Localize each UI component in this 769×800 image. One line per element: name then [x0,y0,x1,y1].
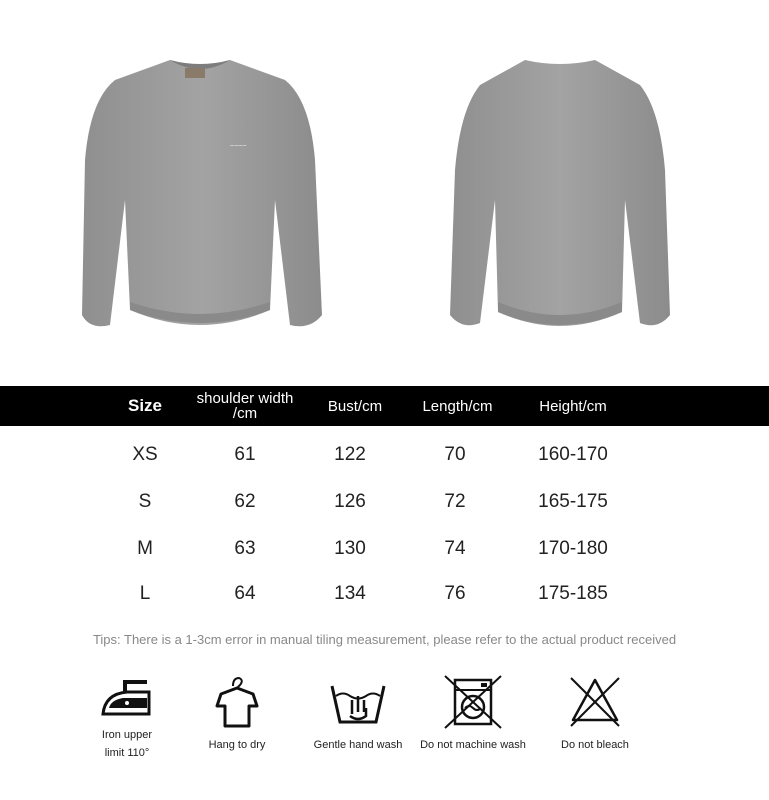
header-height: Height/cm [539,398,607,415]
cell-shoulder: 62 [234,491,256,512]
care-label: Iron upper [101,729,153,741]
cell-height: 170-180 [538,538,608,559]
svg-text:~~~~: ~~~~ [230,143,247,150]
care-hand-wash [303,672,413,782]
cell-length: 70 [444,444,466,465]
cell-length: 74 [444,538,466,559]
header-bust: Bust/cm [327,398,383,415]
header-shoulder-width: shoulder width /cm [196,390,294,422]
cell-size: M [137,538,153,559]
measurement-tips: Tips: There is a 1-3cm error in manual tiling measurement, please refer to the actual product received [92,632,677,647]
table-row [0,444,769,484]
cell-size: XS [132,444,158,465]
care-label: Do not bleach [561,739,629,751]
table-row [0,583,769,623]
care-label: Do not machine wash [420,739,526,751]
cell-bust: 134 [334,583,366,604]
table-row [0,491,769,531]
header-size: Size [127,396,163,415]
size-table-header [0,386,769,426]
care-label: Hang to dry [208,739,266,751]
cell-length: 76 [444,583,466,604]
cell-bust: 126 [334,491,366,512]
hanger-shirt-icon [207,672,267,732]
cell-height: 175-185 [538,583,608,604]
cell-bust: 130 [334,538,366,559]
cell-size: L [139,583,151,604]
cell-shoulder: 64 [234,583,256,604]
cell-length: 72 [444,491,466,512]
cell-shoulder: 61 [234,444,256,465]
cell-height: 165-175 [538,491,608,512]
care-hang-dry [182,672,292,782]
sweatshirt-back-image [430,40,690,340]
cell-height: 160-170 [538,444,608,465]
no-bleach-icon [565,672,625,732]
care-label-line2: limit 110° [104,747,150,759]
hand-wash-icon [328,672,388,732]
header-length: Length/cm [422,398,493,415]
cell-shoulder: 63 [234,538,256,559]
care-iron [72,672,182,782]
care-no-machine-wash [418,672,528,782]
size-chart-table [0,386,769,604]
care-no-bleach [540,672,650,782]
care-label: Gentle hand wash [313,739,403,751]
sweatshirt-front-image [70,40,330,340]
cell-size: S [138,491,152,512]
cell-bust: 122 [334,444,366,465]
iron-icon [97,672,157,722]
table-row [0,538,769,578]
no-machine-wash-icon [443,672,503,732]
